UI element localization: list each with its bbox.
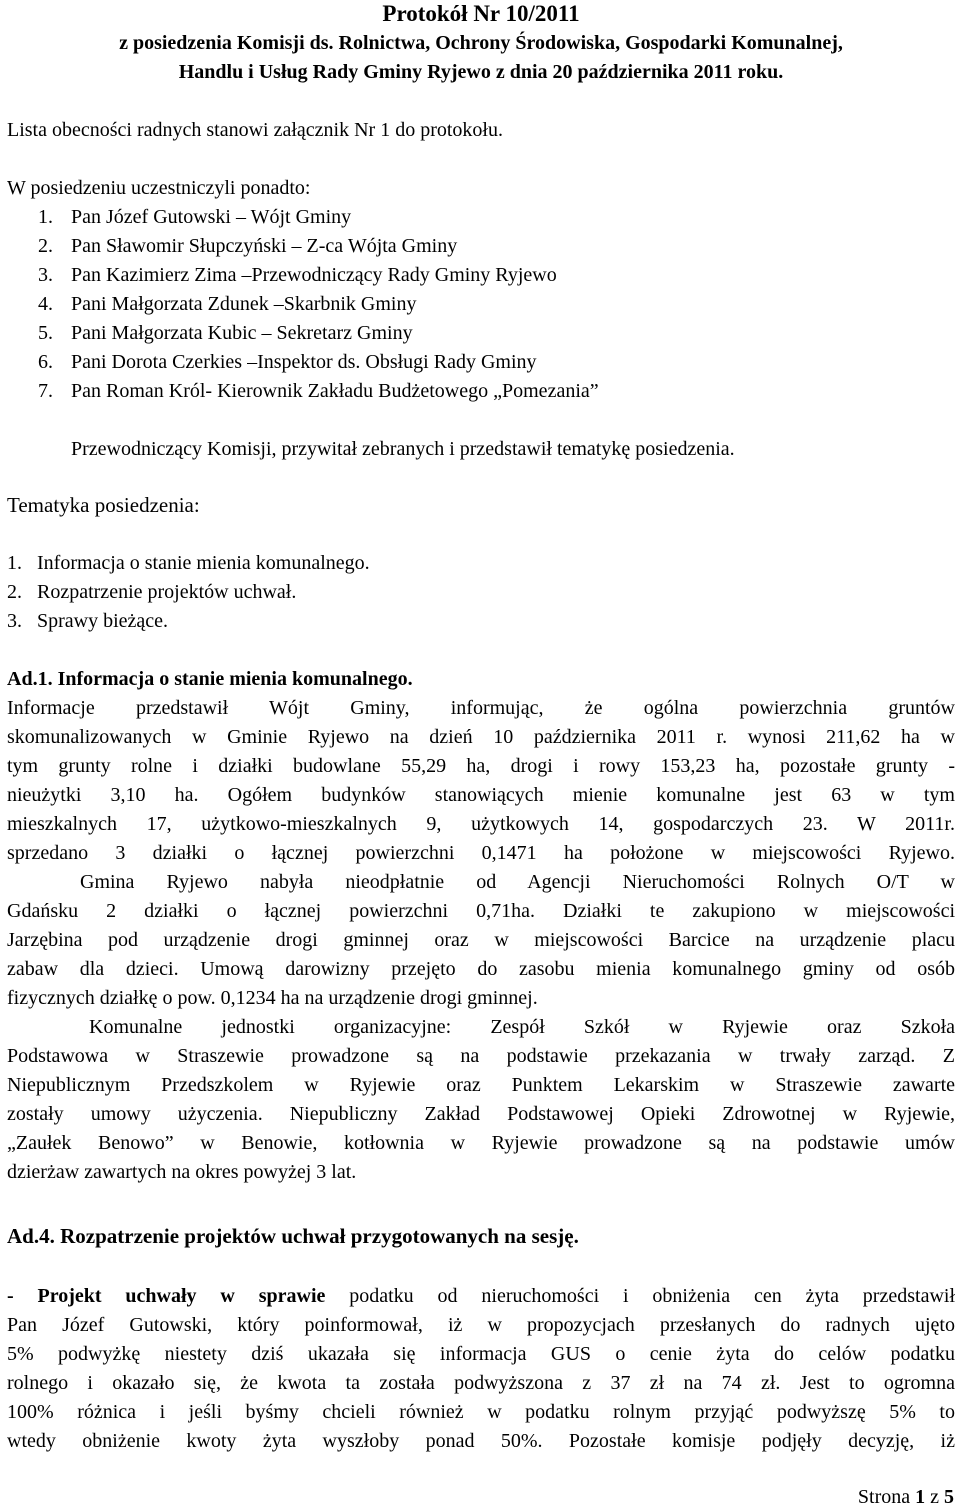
section-1-line: Komunalne jednostki organizacyjne: Zespół Szkół w Ryjewie oraz Szkoła bbox=[89, 1016, 955, 1038]
section-4-line: rolnego i okazało się, że kwota ta została podwyższona z 37 zł na 74 zł. Jest to ogromna bbox=[7, 1372, 955, 1394]
document-subtitle-line-1: z posiedzenia Komisji ds. Rolnictwa, Ochrony Środowiska, Gospodarki Komunalnej, bbox=[119, 32, 843, 54]
section-4-line: wtedy obniżenie kwoty żyta wyszłoby ponad 50%. Pozostałe komisje podjęły decyzję, iż bbox=[7, 1430, 955, 1452]
document-title: Protokół Nr 10/2011 bbox=[382, 1, 580, 26]
participants-intro: W posiedzeniu uczestniczyli ponadto: bbox=[7, 177, 311, 199]
list-item: 6. Pani Dorota Czerkies –Inspektor ds. Obsługi Rady Gminy bbox=[38, 351, 537, 373]
section-1-line: Jarzębina pod urządzenie drogi gminnej oraz w miejscowości Barcice na urządzenie placu bbox=[7, 929, 955, 951]
attendance-note: Lista obecności radnych stanowi załącznik Nr 1 do protokołu. bbox=[7, 119, 503, 141]
section-4-line: 100% różnica i jeśli byśmy chcieli również w podatku rolnym przyjąć podwyższę 5% to bbox=[7, 1401, 955, 1423]
agenda-heading: Tematyka posiedzenia: bbox=[7, 493, 200, 517]
section-1-line: Podstawowa w Straszewie prowadzone są na podstawie przekazania w trwały zarząd. Z bbox=[7, 1045, 955, 1067]
section-1-heading: Ad.1. Informacja o stanie mienia komunalnego. bbox=[7, 668, 413, 690]
section-1-line: Informacje przedstawił Wójt Gminy, informując, że ogólna powierzchnia gruntów bbox=[7, 697, 955, 719]
section-1-line: dzierżaw zawartych na okres powyżej 3 lat. bbox=[7, 1161, 357, 1183]
page-number: Strona 1 z 5 bbox=[857, 1486, 954, 1508]
section-1-line: nieużytki 3,10 ha. Ogółem budynków stanowiących mienie komunalne jest 63 w tym bbox=[7, 784, 955, 806]
list-item: 7. Pan Roman Król- Kierownik Zakładu Budżetowego „Pomezania” bbox=[38, 380, 599, 402]
section-4-lead: - Projekt uchwały w sprawie podatku od nieruchomości i obniżenia cen żyta przedstawił bbox=[7, 1285, 955, 1307]
section-1-line: Niepublicznym Przedszkolem w Ryjewie oraz Punktem Lekarskim w Straszewie zawarte bbox=[7, 1074, 955, 1096]
agenda-list bbox=[7, 549, 955, 636]
section-1-line: tym grunty rolne i działki budowlane 55,29 ha, drogi i rowy 153,23 ha, pozostałe grunty - bbox=[7, 755, 955, 777]
section-1-line: zostały umowy użyczenia. Niepubliczny Zakład Podstawowej Opieki Zdrowotnej w Ryjewie, bbox=[7, 1103, 955, 1125]
document-page bbox=[7, 0, 955, 1456]
section-1-line: Gdańsku 2 działki o łącznej powierzchni 0,71ha. Działki te zakupiono w miejscowości bbox=[7, 900, 955, 922]
list-item: 2. Rozpatrzenie projektów uchwał. bbox=[7, 581, 297, 603]
list-item: 4. Pani Małgorzata Zdunek –Skarbnik Gminy bbox=[38, 293, 417, 315]
list-item: 1. Informacja o stanie mienia komunalnego. bbox=[7, 552, 370, 574]
document-subtitle-line-2: Handlu i Usług Rady Gminy Ryjewo z dnia 20 października 2011 roku. bbox=[178, 61, 784, 83]
section-4-heading: Ad.4. Rozpatrzenie projektów uchwał przygotowanych na sesję. bbox=[7, 1224, 579, 1248]
section-1-line: mieszkalnych 17, użytkowo-mieszkalnych 9, użytkowych 14, gospodarczych 23. W 2011r. bbox=[7, 813, 955, 835]
section-1-line: fizycznych działkę o pow. 0,1234 ha na urządzenie drogi gminnej. bbox=[7, 987, 538, 1009]
list-item: 5. Pani Małgorzata Kubic – Sekretarz Gminy bbox=[38, 322, 413, 344]
list-item: 3. Pan Kazimierz Zima –Przewodniczący Rady Gminy Ryjewo bbox=[38, 264, 557, 286]
section-1-line: skomunalizowanych w Gminie Ryjewo na dzień 10 października 2011 r. wynosi 211,62 ha w bbox=[7, 726, 955, 748]
section-1-line: Gmina Ryjewo nabyła nieodpłatnie od Agencji Nieruchomości Rolnych O/T w bbox=[80, 871, 955, 893]
section-1-line: zabaw dla dzieci. Umową darowizny przejęto do zasobu mienia komunalnego gminy od osób bbox=[7, 958, 955, 980]
section-1-line: sprzedano 3 działki o łącznej powierzchni 0,1471 ha położone w miejscowości Ryjewo. bbox=[7, 842, 955, 864]
list-item: 3. Sprawy bieżące. bbox=[7, 610, 169, 632]
section-4-line: 5% podwyżkę niestety dziś ukazała się informacja GUS o cenie żyta do celów podatku bbox=[7, 1343, 955, 1365]
section-1-line: „Zaułek Benowo” w Benowie, kotłownia w Ryjewie prowadzone są na podstawie umów bbox=[7, 1132, 955, 1154]
list-item: 1. Pan Józef Gutowski – Wójt Gminy bbox=[38, 206, 352, 228]
welcome-text: Przewodniczący Komisji, przywitał zebranych i przedstawił tematykę posiedzenia. bbox=[71, 438, 735, 460]
list-item: 2. Pan Sławomir Słupczyński – Z-ca Wójta Gminy bbox=[38, 235, 458, 257]
section-4-line: Pan Józef Gutowski, który poinformował, iż w propozycjach przesłanych do radnych ujęto bbox=[7, 1314, 955, 1336]
participants-list bbox=[7, 203, 955, 406]
